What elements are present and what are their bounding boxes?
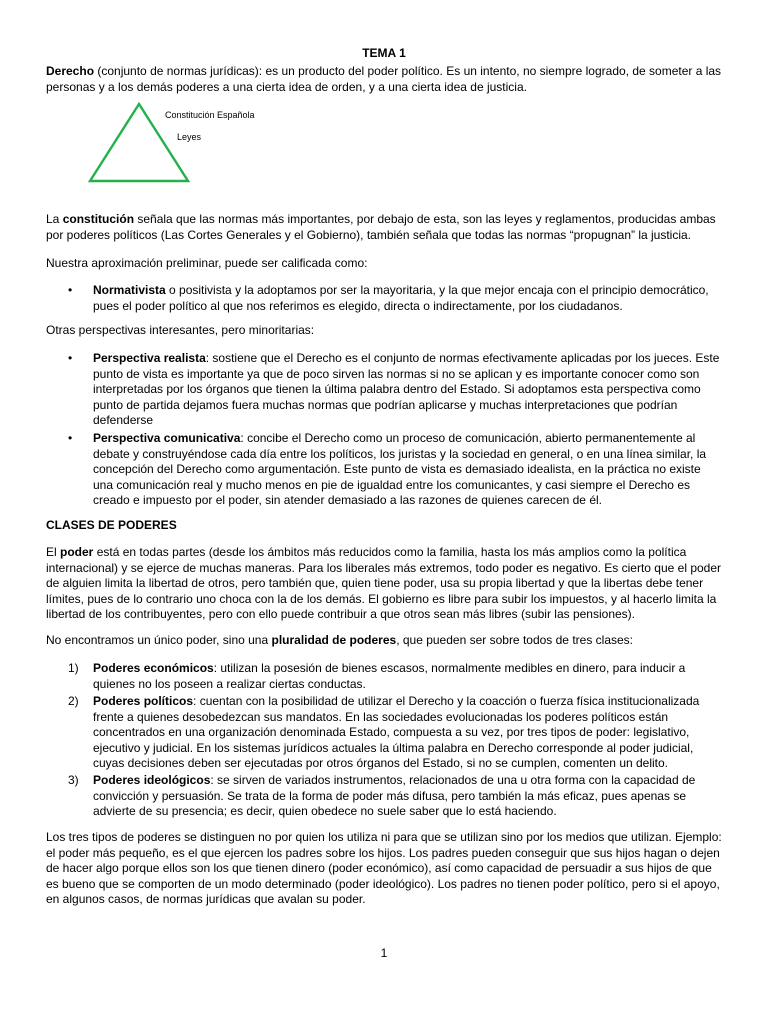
bullet-text: : concibe el Derecho como un proceso de comunicación, abierto permanentemente al debate y construyéndose cada día entre los políticos, los juristas y la sociedad en general, o en una línea similar, la concepción del Derecho como argumentación. Este punto de vista es demasiado idealista, en la práctica no existe una comunicación real y mucho menos en pie de igualdad entre los comunicantes, y casi siempre el Derecho es creado e impuesto por el poder, sin atender demasiado a las razones de quienes carecen de él. <box>93 431 707 508</box>
list-text: : cuentan con la posibilidad de utilizar el Derecho y la coacción o fuerza física institucionalizada frente a quienes desobedezcan sus mandatos. En las sociedades evolucionadas los poderes políticos están concentrados en una organización denominada Estado, compuesta a su vez, por tres tipos de poder: legislativo, ejecutivo y judicial. En los sistemas jurídicos actuales la última palabra en Derecho corresponde al poder judicial, cuyas decisiones deben ser ejecutadas por otros órganos del Estado, si no se cumplen, comenten un delito. <box>93 694 700 771</box>
list-text: : utilizan la posesión de bienes escasos, normalmente medibles en dinero, para inducir a quienes no los poseen a realizar ciertas conductas. <box>93 661 686 691</box>
bullet-normativista <box>93 283 721 314</box>
list-number: 1) <box>68 661 79 675</box>
term-constitucion: constitución <box>62 212 135 226</box>
document-title: TEMA 1 <box>362 46 406 60</box>
bullet-marker: • <box>68 283 73 297</box>
hierarchy-diagram <box>80 100 300 190</box>
paragraph-constitucion <box>46 212 724 243</box>
paragraph-aproximacion: Nuestra aproximación preliminar, puede ser calificada como: <box>46 256 368 270</box>
bullet-comunicativa <box>93 431 721 509</box>
term-pluralidad: pluralidad de poderes <box>271 633 397 647</box>
paragraph-text: No encontramos un único poder, sino una <box>46 633 272 647</box>
page-number: 1 <box>380 946 388 960</box>
term-ideologicos: Poderes ideológicos <box>93 773 211 787</box>
list-item-politicos <box>93 694 721 772</box>
term-realista: Perspectiva realista <box>93 351 206 365</box>
list-item-ideologicos <box>93 773 721 820</box>
section-heading: CLASES DE PODERES <box>46 518 177 532</box>
bullet-marker: • <box>68 351 73 365</box>
list-number: 2) <box>68 694 79 708</box>
paragraph-text: está en todas partes (desde los ámbitos más reducidos como la familia, hasta los más amplios como la política internacional) y se ejerce de muchas maneras. Para los liberales más extremos, todo poder es negativo. Es cierto que el poder de alguien limita la libertad de otros, pero también que, quien tiene poder, usa su propia libertad y que la libertas debe tener límites, pues de lo contrario uno choca con la de los demás. El gobierno es libre para subir los impuestos, y al hacerlo limita la libertad de los contribuyentes, pero con ello puede contribuir a que otros sean más libres (subir las pensiones). <box>46 545 722 622</box>
label-constitucion: Constitución Española <box>165 110 255 120</box>
paragraph-text: La <box>46 212 63 226</box>
list-item-economicos <box>93 661 721 692</box>
paragraph-text: señala que las normas más importantes, por debajo de esta, son las leyes y reglamentos, producidas ambas por poderes políticos (Las Cortes Generales y el Gobierno), también señala que todas las normas “propugnan” la justicia. <box>46 212 716 242</box>
term-normativista: Normativista <box>93 283 166 297</box>
paragraph-otras: Otras perspectivas interesantes, pero minoritarias: <box>46 323 315 337</box>
paragraph-text: (conjunto de normas jurídicas): es un producto del poder político. Es un intento, no siempre logrado, de someter a las personas y a los demás poderes a una cierta idea de orden, y a una cierta idea de justicia. <box>46 64 722 94</box>
list-text: : se sirven de variados instrumentos, relacionados de una u otra forma con la capacidad de convicción y persuasión. Se trata de la forma de poder más difusa, pero también la más eficaz, pues apenas se advierte de su presencia; es decir, quien obedece no suele saber que lo está haciendo. <box>93 773 696 819</box>
term-economicos: Poderes económicos <box>93 661 214 675</box>
bullet-realista <box>93 351 721 429</box>
bullet-text: o positivista y la adoptamos por ser la mayoritaria, y la que mejor encaja con el principio democrático, pues el poder político al que nos referimos es elegido, directa o indirectamente, por los ciudadanos. <box>93 283 709 313</box>
paragraph-pluralidad <box>46 633 724 649</box>
paragraph-text: , que pueden ser sobre todos de tres clases: <box>396 633 633 647</box>
paragraph-poder <box>46 545 724 623</box>
list-number: 3) <box>68 773 79 787</box>
paragraph-derecho <box>46 64 724 95</box>
term-derecho: Derecho <box>46 64 95 78</box>
bullet-text: : sostiene que el Derecho es el conjunto de normas efectivamente aplicadas por los jueces. Este punto de vista es importante ya que de poco sirven las normas si no se aplican y es importante conocer como son interpretadas por los órganos que tienen la última palabra dentro del Estado. Si adoptamos esta perspectiva como punto de partida dejamos fuera muchas normas que podrían aplicarse y muchas interpretaciones que podrían defenderse <box>93 351 720 428</box>
paragraph-tipos: Los tres tipos de poderes se distinguen no por quien los utiliza ni para que se utilizan sino por los medios que utilizan. Ejemplo: el poder más pequeño, es el que ejercen los padres sobre los hijos. Los padres pueden conseguir que sus hijos hagan o dejen de hacer algo porque ellos son los que tienen dinero (poder económico), así como capacidad de persuadir a sus hijos de que es bueno que se comporten de un modo determinado (poder ideológico). Los padres no tienen poder político, pero si el apoyo, en algunos casos, de normas jurídicas que avalan su poder. <box>46 830 722 907</box>
term-politicos: Poderes políticos <box>93 694 194 708</box>
paragraph-text: El <box>46 545 61 559</box>
bullet-marker: • <box>68 431 73 445</box>
term-poder: poder <box>60 545 94 559</box>
term-comunicativa: Perspectiva comunicativa <box>93 431 241 445</box>
label-leyes: Leyes <box>177 132 202 142</box>
